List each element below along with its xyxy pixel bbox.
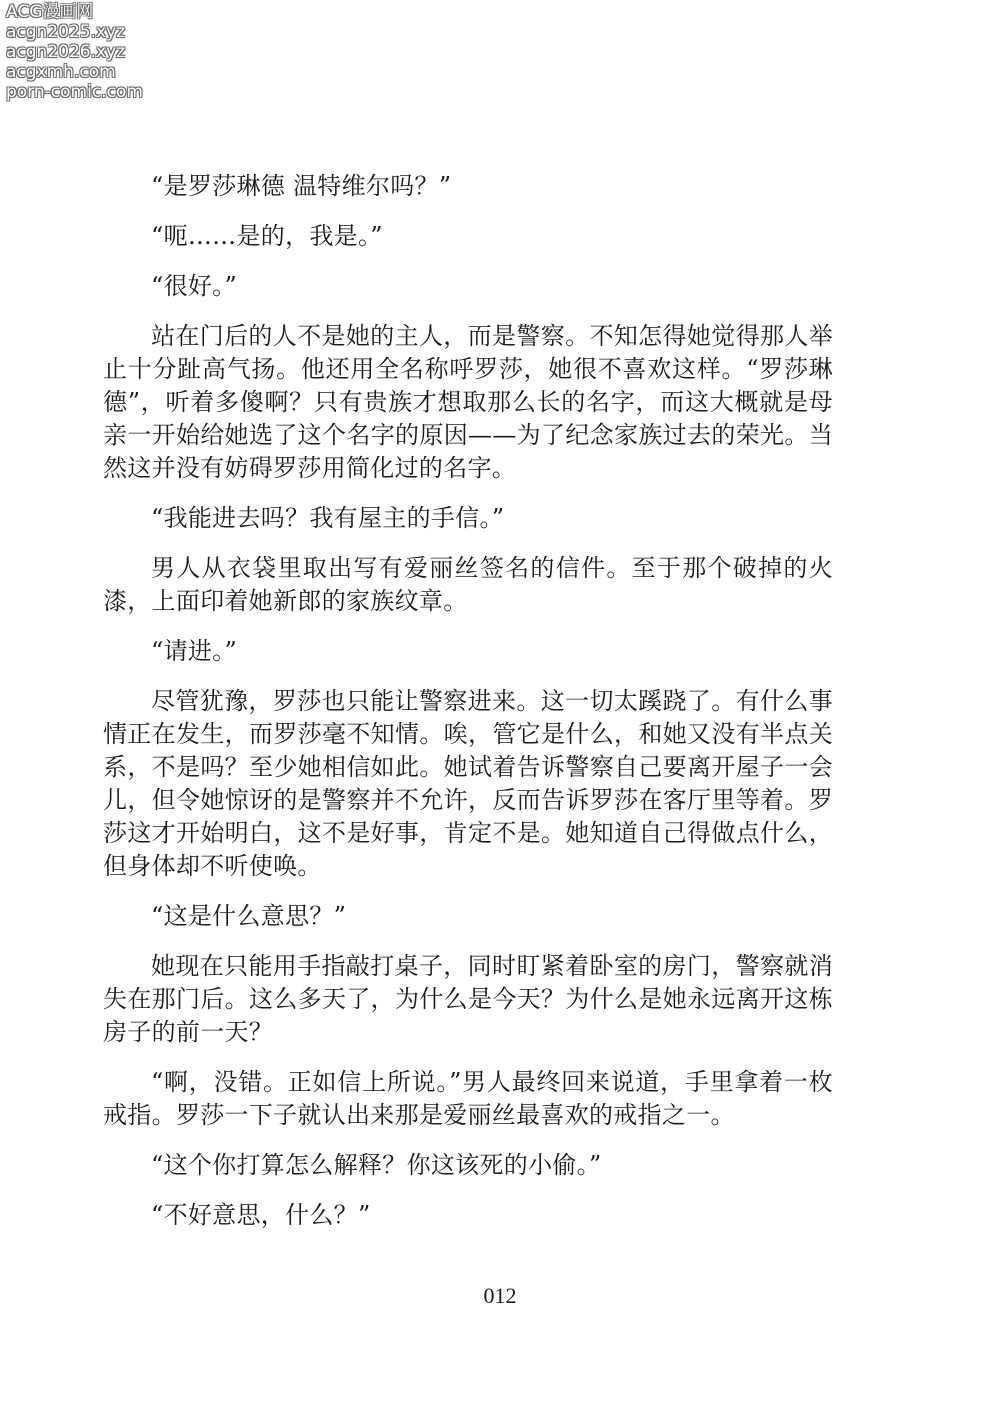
- paragraph: 站在门后的人不是她的主人，而是警察。不知怎得她觉得那人举止十分趾高气扬。他还用全名称呼罗莎，她很不喜欢这样。“罗莎琳德”，听着多傻啊？只有贵族才想取那么长的名字，而这大概就是母亲一开始给她选了这个名字的原因——为了纪念家族过去的荣光。当然这并没有妨碍罗莎用简化过的名字。: [103, 322, 833, 482]
- page-number: 012: [483, 1283, 517, 1308]
- watermark-line: acgn2026.xyz: [6, 42, 126, 62]
- watermark-line: acgn2025.xyz: [6, 22, 126, 42]
- paragraph: “这是什么意思？”: [151, 902, 347, 930]
- paragraph: “啊，没错。正如信上所说。”男人最终回来说道，手里拿着一枚戒指。罗莎一下子就认出来那是爱丽丝最喜欢的戒指之一。: [103, 1068, 833, 1129]
- paragraph: 尽管犹豫，罗莎也只能让警察进来。这一切太蹊跷了。有什么事情正在发生，而罗莎毫不知情。唉，管它是什么，和她又没有半点关系，不是吗？至少她相信如此。她试着告诉警察自己要离开屋子一会儿，但令她惊讶的是警察并不允许，反而告诉罗莎在客厅里等着。罗莎这才开始明白，这不是好事，肯定不是。她知道自己得做点什么，但身体却不听使唤。: [103, 687, 833, 880]
- paragraph: “是罗莎琳德 温特维尔吗？”: [151, 172, 452, 200]
- paragraph: “不好意思，什么？”: [151, 1201, 371, 1229]
- paragraph: “请进。”: [151, 637, 238, 665]
- watermark-line: acgxmh.com: [6, 62, 116, 82]
- paragraph: “我能进去吗？我有屋主的手信。”: [151, 504, 505, 532]
- paragraph: 男人从衣袋里取出写有爱丽丝签名的信件。至于那个破掉的火漆，上面印着她新郎的家族纹章。: [103, 554, 833, 615]
- page-body: [103, 170, 833, 1249]
- paragraph: “这个你打算怎么解释？你这该死的小偷。”: [151, 1151, 602, 1179]
- watermark-line: porn-comic.com: [6, 82, 143, 102]
- watermark-line: ACG漫画网: [6, 2, 94, 22]
- watermark: [6, 2, 143, 102]
- paragraph: “呃……是的，我是。”: [151, 222, 383, 250]
- paragraph: “很好。”: [151, 272, 238, 300]
- paragraph: 她现在只能用手指敲打桌子，同时盯紧着卧室的房门，警察就消失在那门后。这么多天了，为什么是今天？为什么是她永远离开这栋房子的前一天？: [103, 952, 833, 1046]
